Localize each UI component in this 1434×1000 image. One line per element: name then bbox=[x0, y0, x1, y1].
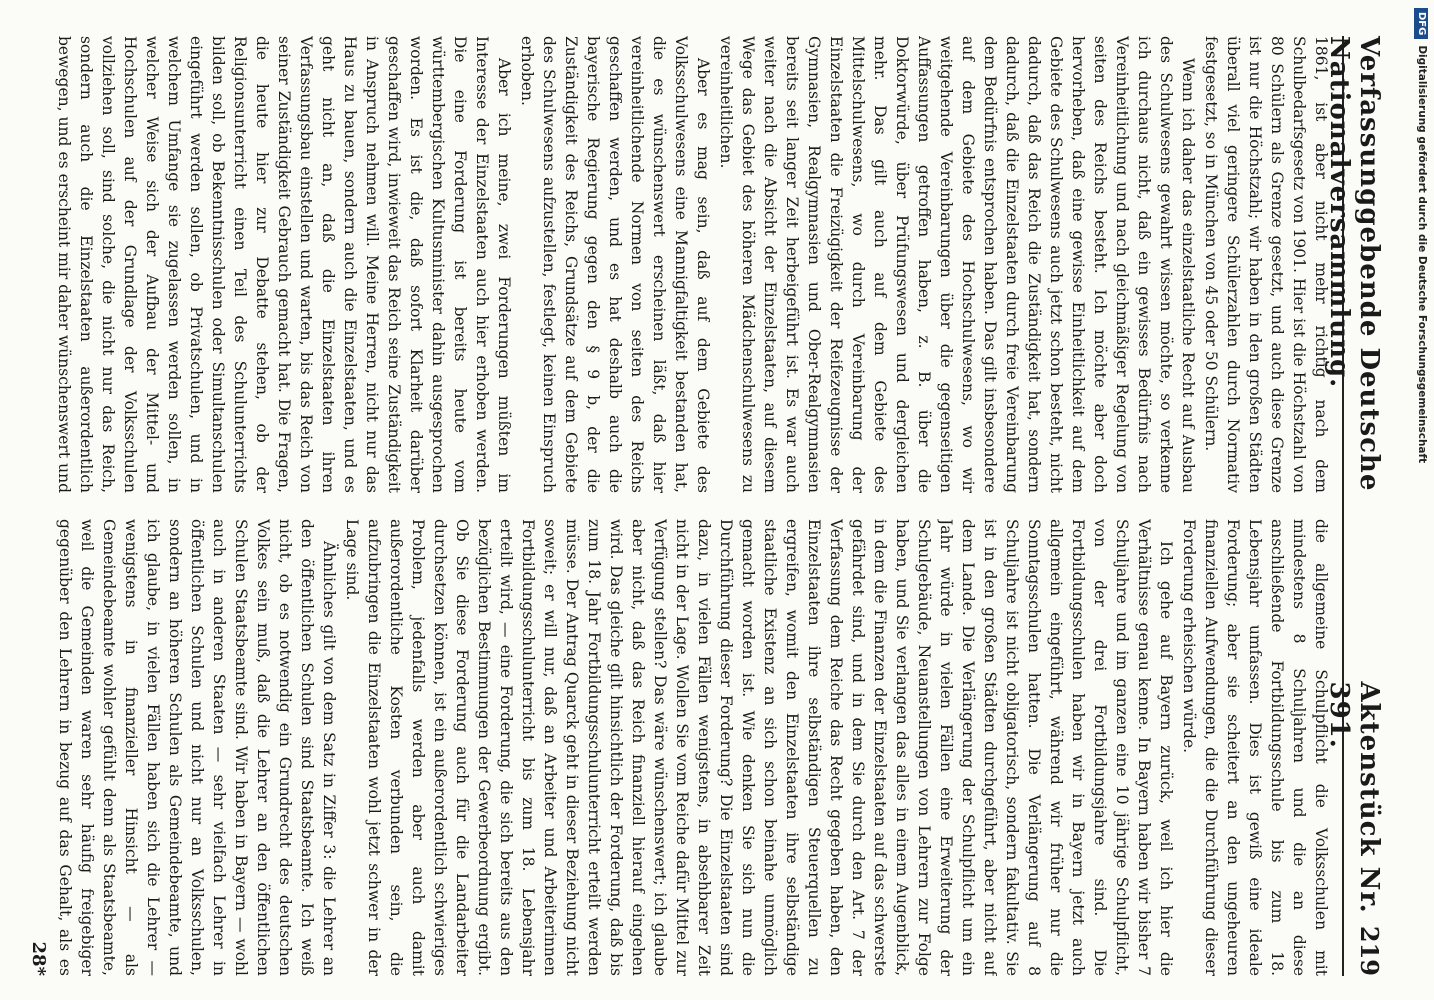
paragraph: Ähnliches gilt von dem Satz in Ziffer 3: die Lehrer an den öffentlichen Schulen sind Staatsbeamte. Ich weiß nicht, ob es notwendig ein Grundrecht des deutschen Volkes sein muß, daß die Lehrer an den öffentlichen Schulen Staatsbeamte sind. Wir haben in Bayern — wohl auch in anderen Staaten — sehr vielfach Lehrer in öffentlichen Schulen und nicht nur an Volksschulen, sondern an höheren Schulen als Gemeindebeamte, und ich glaube, in vielen Fällen haben sich die Lehrer — wenigstens in finanzieller Hinsicht — als Gemeindebeamte wohler gefühlt denn als Staatsbeamte, weil die Gemeinden waren sehr häufig freigebiger gegenüber den Lehrern in bezug auf das Gehalt, als es bbox=[56, 519, 338, 976]
right-column bbox=[52, 519, 1332, 976]
text-columns bbox=[52, 36, 1332, 976]
paragraph: 1861, ist aber nicht mehr richtig nach dem Schulbedarfsgesetz von 1901. Hier ist die Höchstzahl von 80 Schülern als Grenze gesetzt, und auch diese Grenze ist nur die Höchstzahl; wir haben in den großen Städten überall viel geringere Schülerzahlen durch Normativ festgesetzt, so in München von 45 oder 50 Schülern. bbox=[1202, 36, 1330, 493]
paragraph: Ich gehe auf Bayern zurück, weil ich hier die Verhältnisse genau kenne. In Bayern haben wir bisher 7 Schuljahre und im ganzen eine 10 jährige Schulpflicht, von der drei Fortbildungsjahre sind. Die Fortbildungsschulen haben wir in Bayern jetzt auch allgemein eingeführt, während wir früher nur die Sonntagsschulen hatten. Die Verlängerung auf 8 Schuljahre ist nicht obligatorisch, sondern fakultativ. Sie ist in den großen Städten durchgeführt, aber nicht auf dem Lande. Die Verlängerung der Schulpflicht um ein Jahr würde in vielen Fällen eine Erweiterung der Schulgebäude, Neuanstellungen von Lehrern zur Folge haben, und Sie verlangen das alles in einem Augenblick, in dem die Finanzen der Einzelstaaten auf das schwerste gefährdet sind, und in dem Sie durch den Art. 7 der Verfassung dem Reiche das Recht gegeben haben, den Einzelstaaten ihre selbständigen Steuerquellen zu ergreifen, womit den Einzelstaaten ihre selbständige staatliche Existenz an sich schon beinahe unmöglich gemacht worden ist. Wie denken Sie sich nun die Durchführung dieser Forderung? Die Einzelstaaten sind dazu, in vielen Fällen wenigstens, in absehbarer Zeit nicht in der Lage. Wollen Sie vom Reiche dafür Mittel zur Verfügung stellen? Das wäre wünschenswert; ich glaube aber nicht, daß das Reich finanziell hierauf eingehen wird. Das gleiche gilt hinsichtlich der Forderung, daß bis zum 18. Jahr Fortbildungsschulunterricht erteilt werden müsse. Der Antrag Quarck geht in dieser Beziehung nicht soweit; er will nur, daß an Arbeiter und Arbeiterinnen Fortbildungsschulunterricht bis zum 18. Lebensjahr erteilt wird, — eine Forderung, die sich bereits aus den bezüglichen Bestimmungen der Gewerbeordnung ergibt. Ob Sie diese Forderung auch für die Landarbeiter durchsetzen können, ist ein außerordentlich schwieriges Problem, jedenfalls werden aber auch damit außerordentliche Kosten verbunden sein, die aufzubringen die Einzelstaaten wohl jetzt schwer in der Lage sind. bbox=[343, 519, 1175, 976]
signature-mark: 28* bbox=[28, 941, 49, 976]
page-number: 219 bbox=[1355, 925, 1384, 976]
page-header bbox=[1324, 36, 1384, 976]
paragraph: die allgemeine Schulpflicht die Volksschulen mit mindestens 8 Schuljahren und die an diese anschließende Fortbildungsschule bis zum 18. Lebensjahr umfassen. Dies ist gewiß eine ideale Forderung; aber sie scheitert an den ungeheuren finanziellen Aufwendungen, die die Durchführung dieser Forderung erheischen würde. bbox=[1180, 519, 1330, 976]
paragraph: Aber ich meine, zwei Forderungen müßten im Interesse der Einzelstaaten auch hier erhoben werden. Die eine Forderung ist bereits heute vom württembergischen Kultusminister dahin ausgesprochen worden. Es ist die, daß sofort Klarheit darüber geschaffen wird, inwieweit das Reich seine Zuständigkeit in Anspruch nehmen will. Meine Herren, nicht nur das Haus zu bauen, sondern auch die Einzelstaaten, und es geht nicht an, daß die Einzelstaaten ihren Verfassungsbau einstellen und warten, bis das Reich von seiner Zuständigkeit Gebrauch gemacht hat. Die Fragen, die heute hier zur Debatte stehen, ob der Religionsunterricht einen Teil des Schulunterrichts bilden soll, ob Bekenntnisschulen oder Simultanschulen eingeführt werden sollen, ob Privatschulen, und in welchem Umfange sie zugelassen werden sollen, in welcher Weise sich der Aufbau der Mittel- und Hochschulen auf der Grundlage der Volksschulen vollziehen soll, sind solche, die nicht nur das Reich, sondern auch die Einzelstaaten außerordentlich bewegen, und es erscheint mir daher wünschenswert und bbox=[55, 36, 513, 493]
left-column bbox=[52, 36, 1332, 493]
dfg-logo: DFG bbox=[1414, 8, 1428, 39]
header-title: Verfassunggebende Deutsche Nationalversammlung. bbox=[1324, 36, 1384, 492]
rotated-page-content bbox=[14, 36, 1384, 976]
credit-text: Digitalisierung gefördert durch die Deutsche Forschungsgemeinschaft bbox=[1416, 45, 1428, 464]
paragraph: Wenn ich daher das einzelstaatliche Recht auf Ausbau des Schulwesens gewahrt wissen möchte, so verkenne ich durchaus nicht, daß ein gewisses Bedürfnis nach Vereinheitlichung und nach gleichmäßiger Regelung von seiten des Reichs besteht. Ich möchte aber doch hervorheben, daß eine gewisse Einheitlichkeit auf dem Gebiete des Schulwesens auch jetzt schon besteht, nicht dadurch, daß das Reich die Zuständigkeit hat, sondern dadurch, daß die Einzelstaaten durch freie Vereinbarung dem Bedürfnis entsprochen haben. Das gilt insbesondere auf dem Gebiete des Hochschulwesens, wo wir weitgehende Vereinbarungen über die gegenseitigen Auffassungen getroffen haben, z. B. über die Doktorwürde, über Prüfungswesen und dergleichen mehr. Das gilt auch auf dem Gebiete des Mittelschulwesens, wo durch Vereinbarung der Einzelstaaten die Freizügigkeit der Reifezeugnisse der Gymnasien, Realgymnasien und Ober-Realgymnasien bereits seit langer Zeit herbeigeführt ist. Es war auch weiter nach die Absicht der Einzelstaaten, auf diesem Wege das Gebiet des höheren Mädchenschulwesens zu vereinheitlichen. bbox=[717, 36, 1197, 493]
paragraph: Aber es mag sein, daß auf dem Gebiete des Volksschulwesens eine Mannigfaltigkeit bestanden hat, die es wünschenswert erscheinen läßt, daß hier vereinheitlichende Normen von seiten des Reichs geschaffen werden, und es hat deshalb auch die bayerische Regierung gegen den § 9 b, der die Zuständigkeit des Reichs, Grundsätze auf dem Gebiete des Schulwesens aufzustellen, festlegt, keinen Einspruch erhoben. bbox=[518, 36, 712, 493]
header-document-number: Aktenstück Nr. 391. bbox=[1324, 681, 1384, 914]
credit-line bbox=[1412, 8, 1432, 968]
digitization-credit bbox=[1412, 8, 1432, 968]
